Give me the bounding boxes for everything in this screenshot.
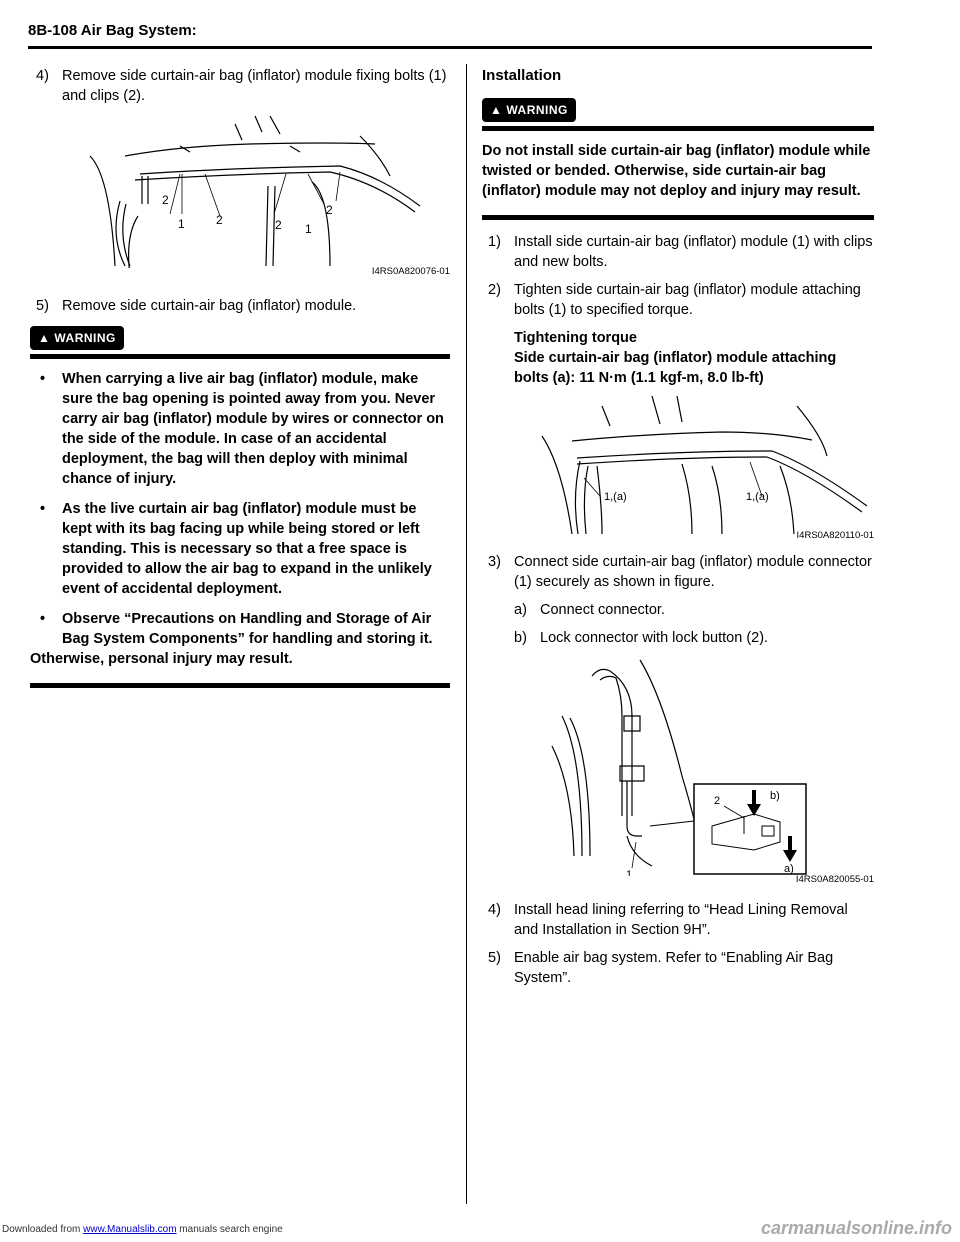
figure-connector	[482, 656, 874, 890]
figure-caption: I4RS0A820110-01	[796, 530, 874, 541]
torque-title: Tightening torque	[514, 330, 637, 346]
callout-label: 1,(a)	[604, 491, 627, 503]
watermark: carmanualsonline.info	[760, 1218, 952, 1238]
substep-letter: b)	[514, 630, 527, 646]
install-step-2	[482, 280, 874, 320]
roof-rail-install-illustration	[482, 396, 874, 534]
bullet-text: When carrying a live air bag (inflator) module, make sure the bag opening is pointed away from you. Never carry air bag (inflator) module by wires or connector on the side of the module. In case of an accidental deployment, the bag will then deploy with minimal chance of injury.	[62, 371, 444, 487]
manualslib-link[interactable]: www.Manualslib.com	[83, 1224, 177, 1235]
callout-label: 1	[178, 217, 185, 231]
step-text: Remove side curtain-air bag (inflator) module fixing bolts (1) and clips (2).	[62, 68, 447, 104]
step-number: 5)	[36, 298, 49, 314]
torque-spec	[482, 328, 874, 388]
callout-label: 1,(a)	[746, 491, 769, 503]
warning-box	[30, 326, 450, 688]
install-step-5	[482, 948, 874, 988]
step-text: Install side curtain-air bag (inflator) module (1) with clips and new bolts.	[514, 234, 873, 270]
bullet-icon: •	[40, 371, 46, 387]
step-text: Tighten side curtain-air bag (inflator) module attaching bolts (1) to specified torque.	[514, 282, 861, 318]
warning-triangle-icon: ▲	[490, 103, 503, 117]
substep-text: Connect connector.	[540, 602, 665, 618]
warning-rule	[482, 215, 874, 220]
step-text: Remove side curtain-air bag (inflator) module.	[62, 298, 357, 314]
warning-bullet	[30, 369, 450, 489]
figure-caption: I4RS0A820055-01	[795, 874, 874, 885]
install-step-4	[482, 900, 874, 940]
removal-step-5	[30, 296, 450, 316]
footer-suffix: manuals search engine	[176, 1224, 283, 1235]
callout-label: 2	[162, 193, 169, 207]
bullet-text: As the live curtain air bag (inflator) module must be kept with its bag facing up while being stored or left standing. This is necessary so that a free space is provided to allow the air bag to expand in the unlikely event of accidental deployment.	[62, 501, 432, 597]
callout-label: 2	[714, 795, 721, 807]
warning-rule	[30, 683, 450, 688]
substep-text: Lock connector with lock button (2).	[540, 630, 769, 646]
install-step-1	[482, 232, 874, 272]
connector-illustration	[482, 656, 874, 876]
warning-badge	[482, 98, 576, 122]
step-number: 5)	[488, 950, 501, 966]
step-number: 2)	[488, 282, 501, 298]
figure-caption: I4RS0A820076-01	[371, 266, 450, 277]
warning-body	[30, 359, 450, 669]
figure-attaching-bolts	[482, 396, 874, 546]
left-column	[30, 66, 450, 688]
warning-bullet	[30, 609, 450, 649]
step-number: 4)	[488, 902, 501, 918]
right-column	[482, 66, 874, 996]
footer-prefix: Downloaded from	[2, 1224, 84, 1235]
install-substep-a	[482, 600, 874, 620]
callout-label: b)	[770, 790, 780, 802]
step-number: 4)	[36, 68, 49, 84]
warning-closing: Otherwise, personal injury may result.	[30, 651, 293, 667]
callout-label: 1	[305, 222, 312, 236]
step-number: 1)	[488, 234, 501, 250]
warning-label: WARNING	[54, 331, 116, 345]
warning-box	[482, 98, 874, 220]
column-divider	[466, 64, 467, 1204]
installation-heading: Installation	[482, 67, 562, 84]
bullet-icon: •	[40, 611, 46, 627]
warning-bullet	[30, 499, 450, 599]
warning-badge	[30, 326, 124, 350]
callout-label: 2	[275, 218, 282, 232]
step-text: Connect side curtain-air bag (inflator) module connector (1) securely as shown in figure.	[514, 554, 872, 590]
bullet-icon: •	[40, 501, 46, 517]
install-step-3	[482, 552, 874, 592]
removal-step-4	[30, 66, 450, 106]
torque-text: Side curtain-air bag (inflator) module attaching bolts (a): 11 N·m (1.1 kgf-m, 8.0 lb-ft)	[514, 350, 837, 386]
install-substep-b	[482, 628, 874, 648]
callout-label: 2	[326, 203, 333, 217]
step-number: 3)	[488, 554, 501, 570]
figure-bolts-clips	[30, 116, 450, 282]
warning-label: WARNING	[506, 103, 568, 117]
warning-triangle-icon: ▲	[38, 331, 51, 345]
page-header: 8B-108 Air Bag System:	[28, 22, 197, 39]
roof-rail-illustration	[30, 116, 450, 268]
warning-body: Do not install side curtain-air bag (inflator) module while twisted or bended. Otherwise, side curtain-air bag (inflator) module may not deploy and injury may result.	[482, 143, 871, 199]
step-text: Enable air bag system. Refer to “Enabling Air Bag System”.	[514, 950, 834, 986]
callout-label: a)	[784, 863, 794, 875]
substep-letter: a)	[514, 602, 527, 618]
bullet-text: Observe “Precautions on Handling and Storage of Air Bag System Components” for handling and storing it.	[62, 611, 433, 647]
step-text: Install head lining referring to “Head Lining Removal and Installation in Section 9H”.	[514, 902, 848, 938]
callout-label: 1	[626, 869, 633, 876]
download-footer	[2, 1224, 283, 1235]
callout-label: 2	[216, 213, 223, 227]
header-rule	[28, 46, 872, 49]
